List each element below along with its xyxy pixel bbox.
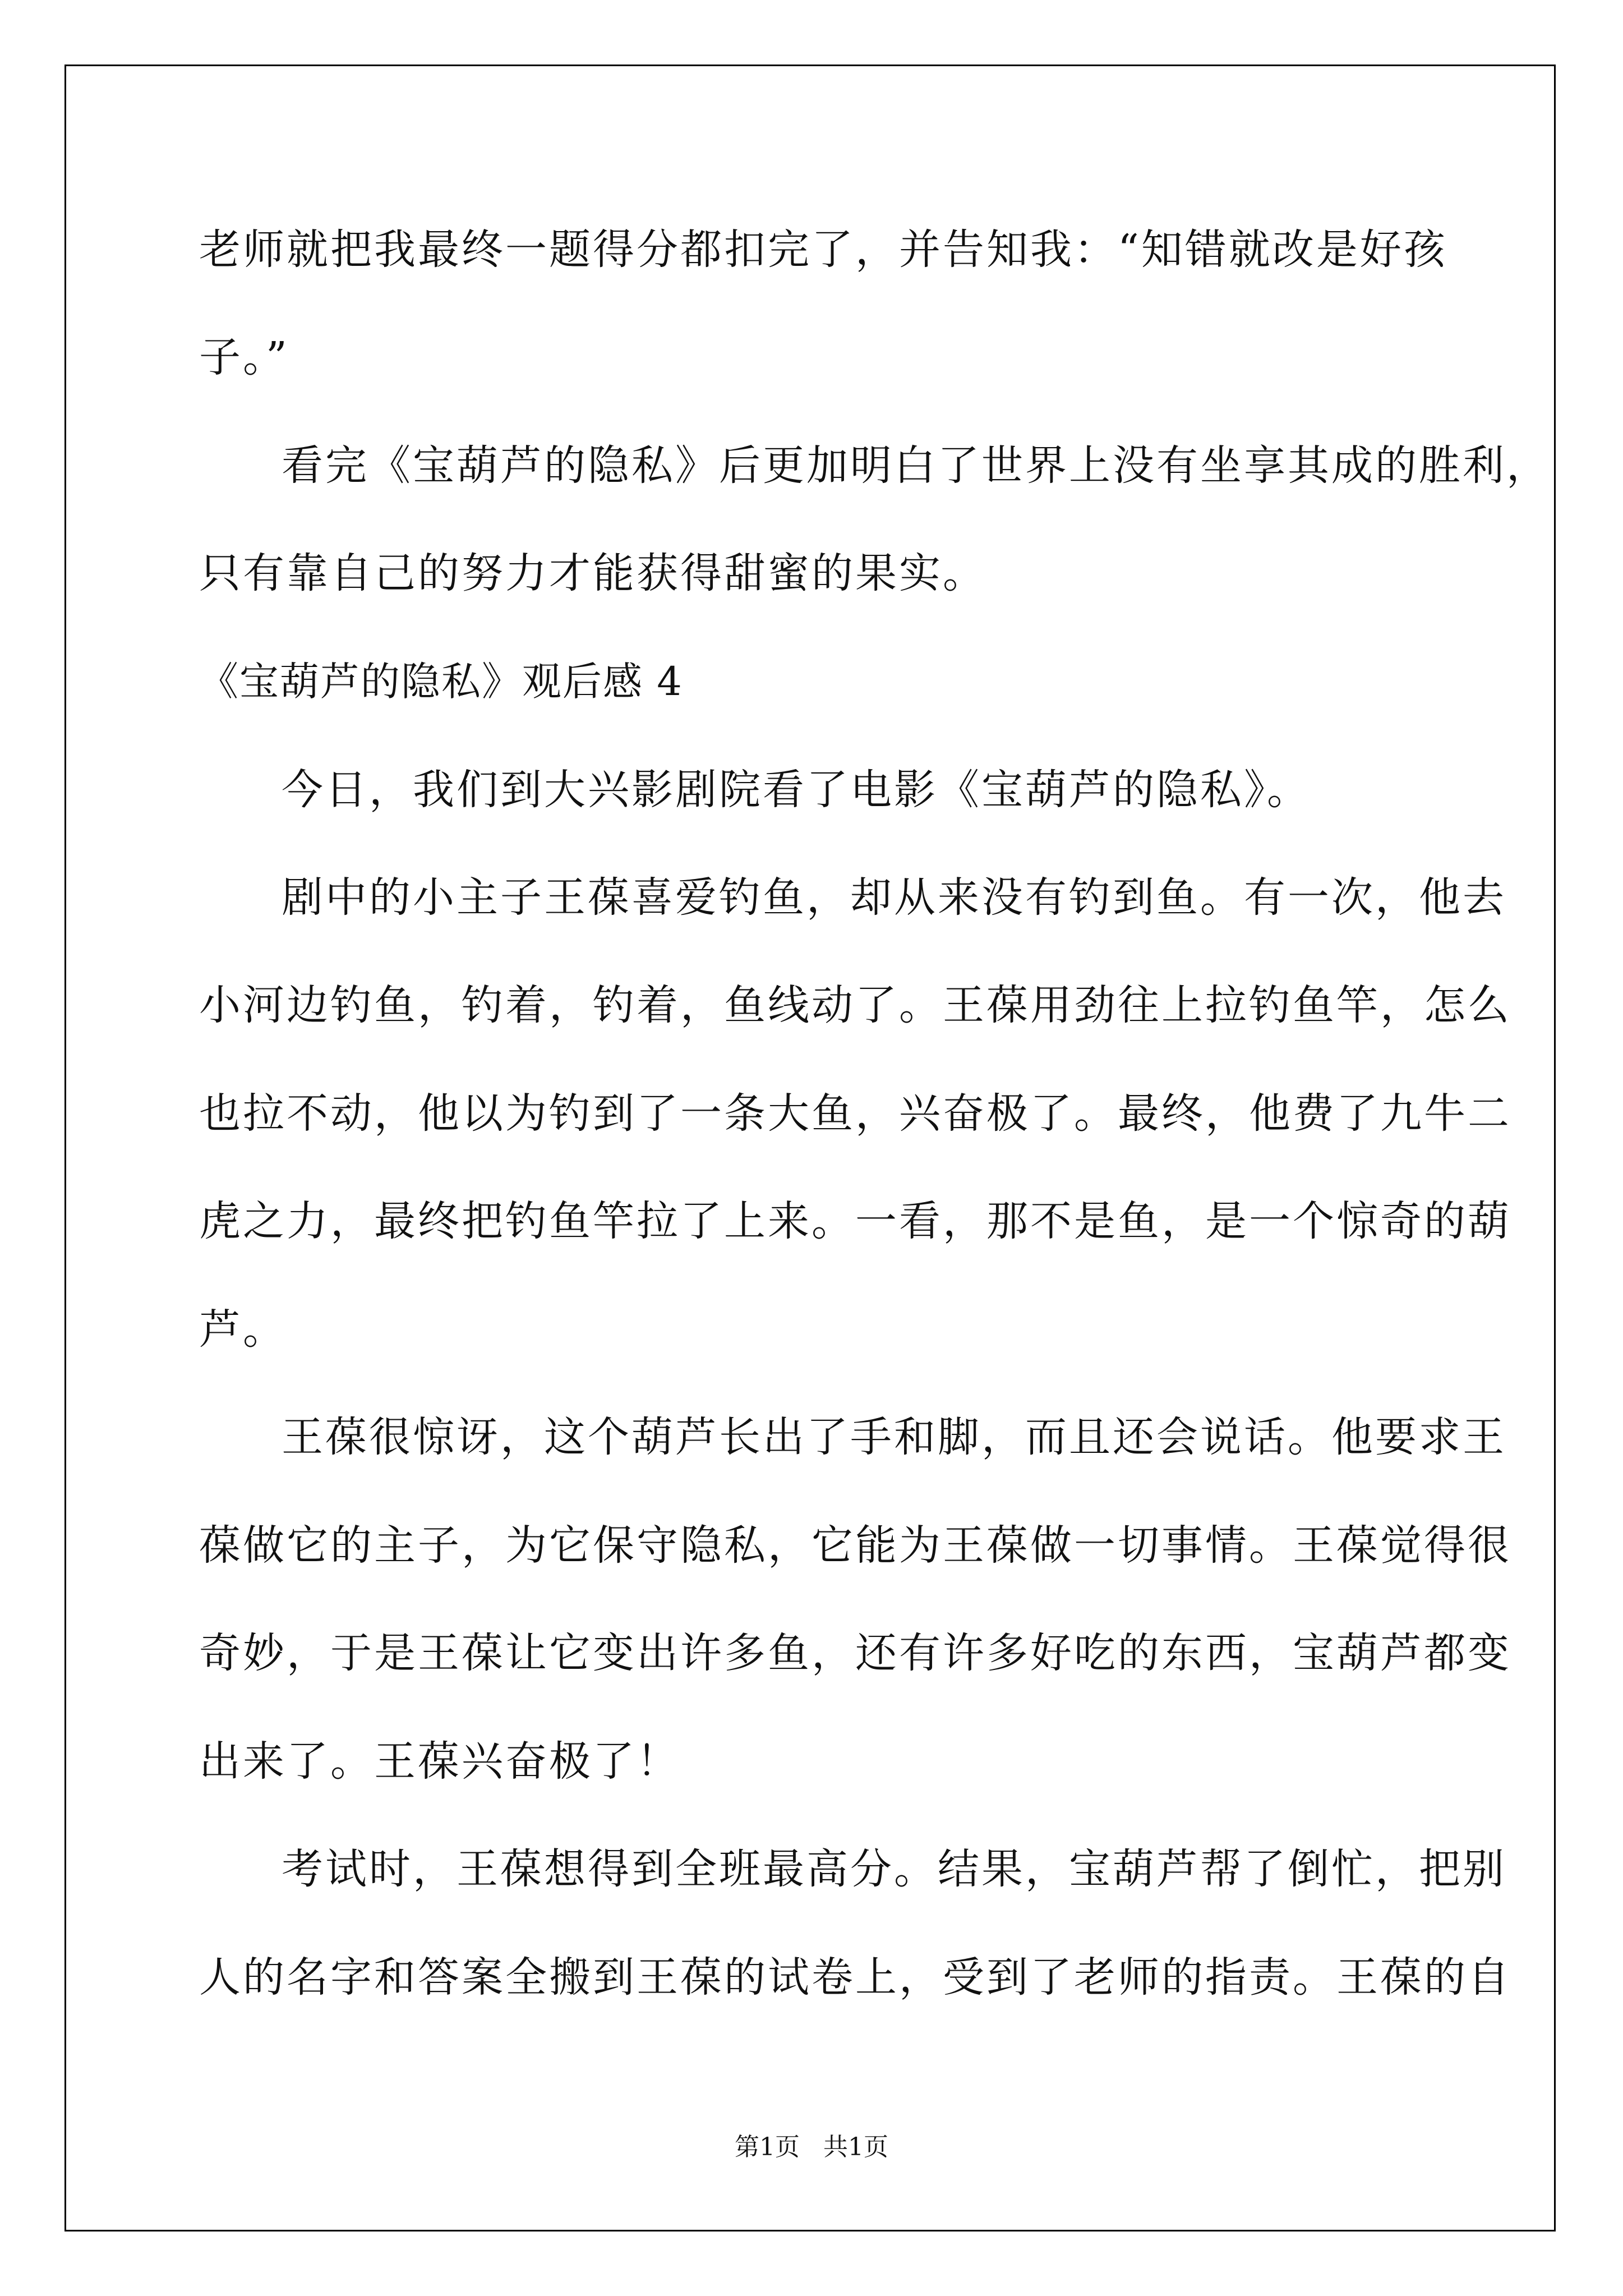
paragraph-start: 看完《宝葫芦的隐私》后更加明白了世界上没有坐享其成的胜利， [282, 441, 1550, 490]
text-line: 子。” [199, 333, 289, 381]
paragraph-start: 今日，我们到大兴影剧院看了电影《宝葫芦的隐私》。 [282, 766, 1311, 814]
text-line: 也拉不动，他以为钓到了一条大鱼，兴奋极了。最终，他费了九牛二 [199, 1089, 1511, 1138]
text-line: 只有靠自己的努力才能获得甜蜜的果实。 [199, 549, 986, 597]
paragraph-start: 考试时，王葆想得到全班最高分。结果，宝葫芦帮了倒忙，把别 [282, 1845, 1506, 1893]
text-line: 人的名字和答案全搬到王葆的试卷上，受到了老师的指责。王葆的自 [199, 1953, 1511, 2001]
text-line: 出来了。王葆兴奋极了！ [199, 1737, 680, 1786]
page-border [64, 65, 1556, 2231]
text-line: 葆做它的主子，为它保守隐私，它能为王葆做一切事情。王葆觉得很 [199, 1521, 1511, 1570]
paragraph-start: 王葆很惊讶，这个葫芦长出了手和脚，而且还会说话。他要求王 [282, 1413, 1506, 1461]
text-line: 奇妙，于是王葆让它变出许多鱼，还有许多好吃的东西，宝葫芦都变 [199, 1629, 1511, 1677]
text-line: 芦。 [199, 1305, 287, 1354]
text-line: 小河边钓鱼，钓着，钓着，鱼线动了。王葆用劲往上拉钓鱼竿，怎么 [199, 981, 1511, 1029]
paragraph-start: 剧中的小主子王葆喜爱钓鱼，却从来没有钓到鱼。有一次，他去 [282, 873, 1506, 922]
text-line: 老师就把我最终一题得分都扣完了，并告知我：“知错就改是好孩 [199, 226, 1447, 274]
page-footer: 第1页 共1页 [735, 2133, 888, 2161]
section-heading: 《宝葫芦的隐私》观后感 4 [199, 659, 683, 705]
text-line: 虎之力，最终把钓鱼竿拉了上来。一看，那不是鱼，是一个惊奇的葫 [199, 1197, 1511, 1245]
